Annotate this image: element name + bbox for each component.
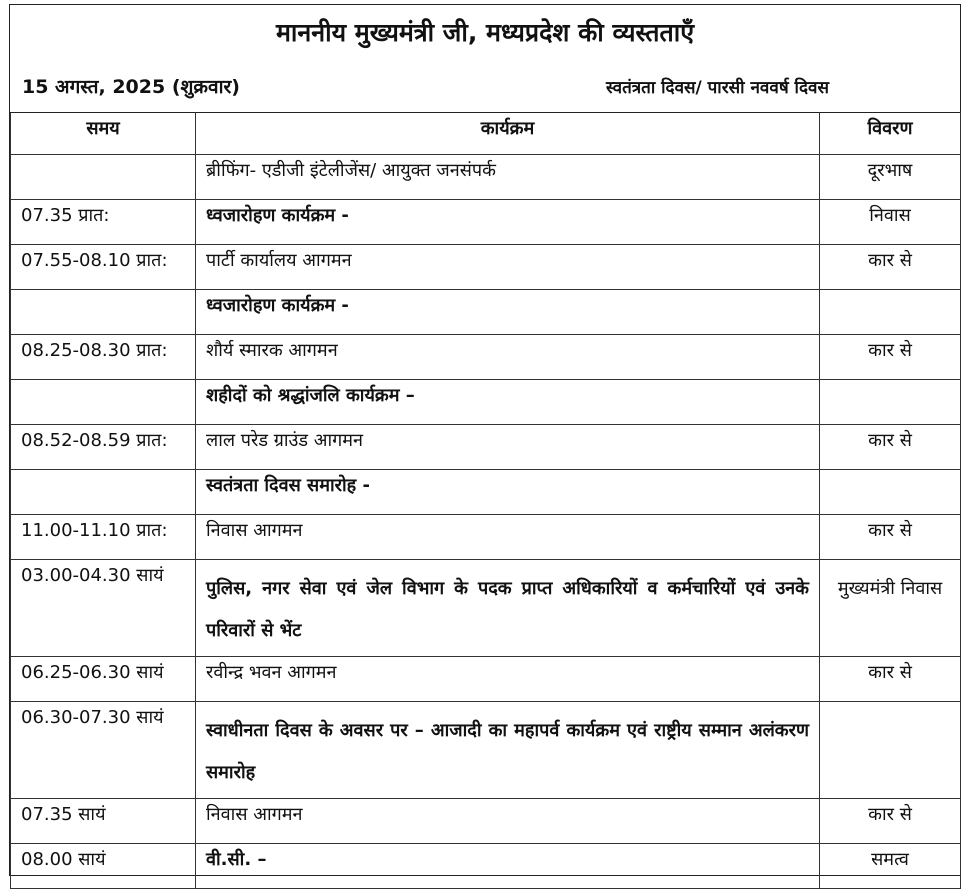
row-time: 03.00-04.30 सायं <box>11 560 196 657</box>
table-row <box>11 290 961 335</box>
row-time <box>11 290 196 335</box>
row-time <box>11 470 196 515</box>
row-mode: कार से <box>820 425 961 470</box>
table-row <box>11 155 961 200</box>
table-row <box>11 560 961 657</box>
row-program: शौर्य स्मारक आगमन <box>196 335 820 380</box>
row-program: ध्वजारोहण कार्यक्रम - <box>196 200 820 245</box>
row-time: 08.52-08.59 प्रात: <box>11 425 196 470</box>
row-time: 08.25-08.30 प्रात: <box>11 335 196 380</box>
row-mode: मुख्यमंत्री निवास <box>820 560 961 657</box>
row-time: 06.30-07.30 सायं <box>11 702 196 799</box>
row-time <box>11 380 196 425</box>
table-row <box>11 702 961 799</box>
table-row <box>11 657 961 702</box>
row-program: वी.सी. – <box>196 844 820 889</box>
row-program: रवीन्द्र भवन आगमन <box>196 657 820 702</box>
document-title: माननीय मुख्यमंत्री जी, मध्यप्रदेश की व्यस्तताएँ <box>275 18 695 47</box>
table-row <box>11 335 961 380</box>
column-header-details: विवरण <box>820 113 961 155</box>
row-program: निवास आगमन <box>196 799 820 844</box>
schedule-document <box>9 4 961 876</box>
row-time: 07.35 प्रात: <box>11 200 196 245</box>
row-time: 06.25-06.30 सायं <box>11 657 196 702</box>
row-program: शहीदों को श्रद्धांजलि कार्यक्रम – <box>196 380 820 425</box>
row-program: लाल परेड ग्राउंड आगमन <box>196 425 820 470</box>
row-mode: कार से <box>820 799 961 844</box>
row-mode: समत्व <box>820 844 961 889</box>
row-program: पार्टी कार्यालय आगमन <box>196 245 820 290</box>
row-mode: दूरभाष <box>820 155 961 200</box>
row-program: स्वाधीनता दिवस के अवसर पर – आजादी का महापर्व कार्यक्रम एवं राष्ट्रीय सम्मान अलंकरण समारोह <box>196 702 820 799</box>
table-header-row <box>11 113 961 155</box>
occasion-label: स्वतंत्रता दिवस/ पारसी नववर्ष दिवस <box>606 78 829 98</box>
row-program: ब्रीफिंग- एडीजी इंटेलीजेंस/ आयुक्त जनसंपर्क <box>196 155 820 200</box>
row-time <box>11 155 196 200</box>
row-time: 08.00 सायं <box>11 844 196 889</box>
row-mode: निवास <box>820 200 961 245</box>
row-mode: कार से <box>820 515 961 560</box>
row-program: स्वतंत्रता दिवस समारोह - <box>196 470 820 515</box>
table-row <box>11 380 961 425</box>
row-mode <box>820 290 961 335</box>
table-row <box>11 425 961 470</box>
column-header-time: समय <box>11 113 196 155</box>
table-row <box>11 470 961 515</box>
row-program: निवास आगमन <box>196 515 820 560</box>
row-program: पुलिस, नगर सेवा एवं जेल विभाग के पदक प्राप्त अधिकारियों व कर्मचारियों एवं उनके परिवारों से भेंट <box>196 560 820 657</box>
row-mode: कार से <box>820 335 961 380</box>
table-row <box>11 799 961 844</box>
row-time: 07.55-08.10 प्रात: <box>11 245 196 290</box>
schedule-date: 15 अगस्त, 2025 (शुक्रवार) <box>22 76 240 98</box>
table-row <box>11 245 961 290</box>
schedule-table <box>10 112 961 889</box>
row-mode <box>820 380 961 425</box>
row-time: 07.35 सायं <box>11 799 196 844</box>
row-program: ध्वजारोहण कार्यक्रम - <box>196 290 820 335</box>
column-header-program: कार्यक्रम <box>196 113 820 155</box>
table-row <box>11 200 961 245</box>
row-mode <box>820 702 961 799</box>
row-mode: कार से <box>820 245 961 290</box>
row-mode: कार से <box>820 657 961 702</box>
table-row <box>11 515 961 560</box>
row-time: 11.00-11.10 प्रात: <box>11 515 196 560</box>
row-mode <box>820 470 961 515</box>
